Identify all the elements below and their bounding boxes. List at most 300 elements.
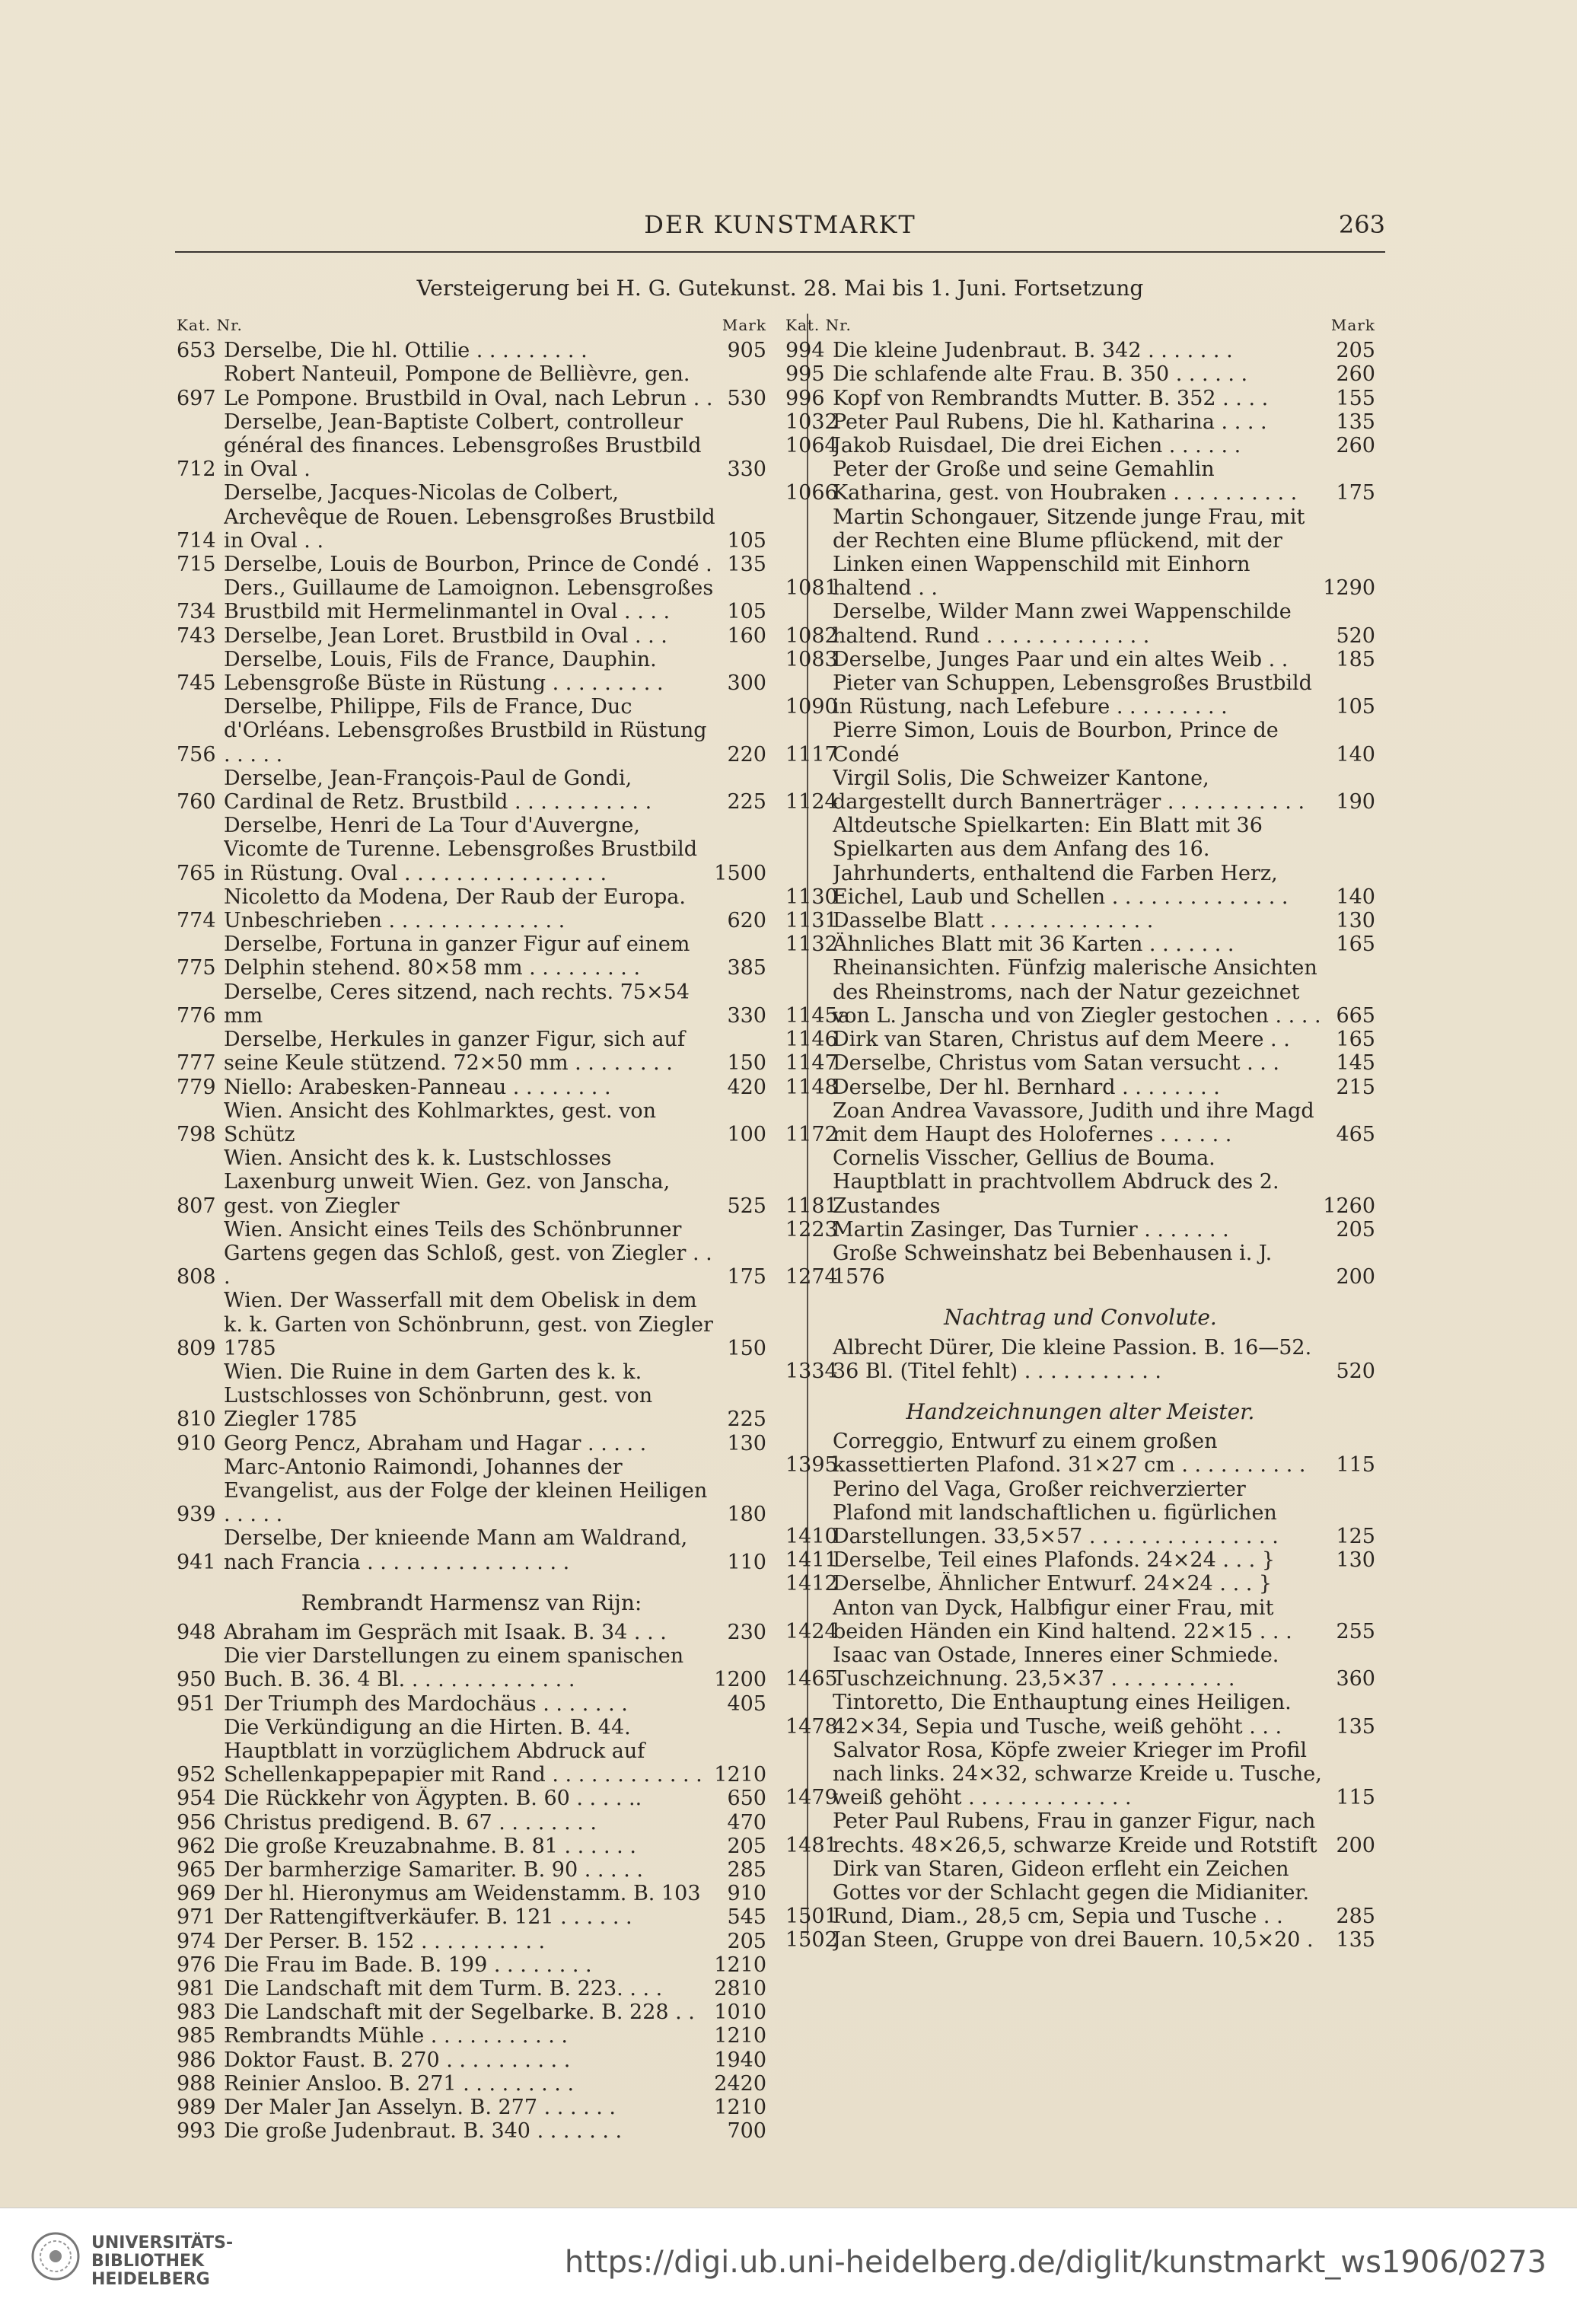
catalog-entry (785, 1076, 1375, 1099)
entry-description: Ders., Guillaume de Lamoignon. Lebensgroßes Brustbild mit Hermelinmantel in Oval . . . . (224, 576, 714, 624)
entry-price: 650 (727, 1787, 766, 1811)
entry-price: 530 (727, 386, 766, 410)
entry-description: Derselbe, Ceres sitzend, nach rechts. 75×54 mm (224, 980, 690, 1028)
entry-description: Die große Judenbraut. B. 340 . . . . . . . (224, 2119, 623, 2144)
entry-price: 145 (1336, 1051, 1375, 1076)
entry-number: 1410 (785, 1524, 838, 1548)
entry-price: 1940 (714, 2048, 766, 2072)
entry-description: Perino del Vaga, Großer reichverzierter Plafond mit landschaftlichen u. figürlichen Darstellungen. 33,5×57 . . . . . . . . . . . . . . . (833, 1477, 1279, 1548)
entry-price: 910 (727, 1882, 766, 1906)
entry-description: Peter Paul Rubens, Die hl. Katharina . . . . (833, 410, 1267, 434)
catalog-entry (177, 1076, 766, 1099)
entry-description: Tintoretto, Die Enthauptung eines Heiligen. 42×34, Sepia und Tusche, weiß gehöht . . . (833, 1691, 1292, 1739)
catalog-entry (177, 362, 766, 410)
entry-price: 225 (727, 790, 766, 815)
catalog-entry (177, 1977, 766, 2000)
catalog-entry (785, 1430, 1375, 1477)
entry-number: 1502 (785, 1928, 838, 1953)
catalog-entry (785, 457, 1375, 505)
entry-price: 330 (727, 1003, 766, 1028)
entry-price: 135 (1336, 1714, 1375, 1739)
catalog-entry (177, 2096, 766, 2119)
catalog-entry (177, 576, 766, 623)
entry-description: Derselbe, Philippe, Fils de France, Duc d'Orléans. Lebensgroßes Brustbild in Rüstung . . . . . (224, 695, 707, 767)
catalog-entry (177, 1905, 766, 1929)
entry-number: 1223 (785, 1217, 838, 1242)
entry-number: 1147 (785, 1051, 838, 1076)
entry-number: 981 (177, 1977, 216, 2001)
entry-description: Wien. Der Wasserfall mit dem Obelisk in dem k. k. Garten von Schönbrunn, gest. von Ziegler 1785 (224, 1289, 713, 1360)
catalog-entry (177, 980, 766, 1028)
catalog-entry (177, 1930, 766, 1953)
entry-price: 140 (1336, 742, 1375, 767)
entry-number: 765 (177, 861, 216, 885)
rembrandt-heading: Rembrandt Harmensz van Rijn: (301, 1589, 642, 1615)
catalog-entry (785, 1643, 1375, 1691)
entry-number: 1131 (785, 909, 838, 933)
entry-price: 1500 (714, 861, 766, 885)
catalog-entry (785, 1739, 1375, 1810)
entry-description: Nicoletto da Modena, Der Raub der Europa. Unbeschrieben . . . . . . . . . . . . . . (224, 885, 686, 933)
entry-description: Der Triumph des Mardochäus . . . . . . . (224, 1691, 628, 1716)
entry-price: 115 (1336, 1786, 1375, 1810)
catalog-entry (177, 2119, 766, 2143)
entry-description: Wien. Ansicht eines Teils des Schönbrunner Gartens gegen das Schloß, gest. von Ziegler . . . (224, 1217, 712, 1290)
entry-description: Die Landschaft mit dem Turm. B. 223. . . . (224, 1977, 663, 2001)
entry-number: 807 (177, 1194, 216, 1218)
catalog-entry (785, 410, 1375, 434)
header-rule (175, 251, 1385, 253)
entry-number: 809 (177, 1336, 216, 1360)
entry-price: 520 (1336, 1359, 1375, 1383)
entry-number: 1501 (785, 1905, 838, 1929)
entry-number: 994 (785, 339, 825, 363)
entry-number: 988 (177, 2071, 216, 2096)
entry-price: 175 (727, 1265, 766, 1290)
entry-description: Martin Schongauer, Sitzende junge Frau, mit der Rechten eine Blume pflückend, mit der Linken einen Wappenschild mit Einhorn haltend . . (833, 505, 1305, 601)
entry-description: Doktor Faust. B. 270 . . . . . . . . . . (224, 2048, 571, 2072)
catalog-entry (785, 339, 1375, 362)
catalog-entry (785, 1572, 1375, 1596)
entry-description: Der Maler Jan Asselyn. B. 277 . . . . . . (224, 2096, 616, 2120)
catalog-entry (785, 434, 1375, 457)
catalog-entry (785, 767, 1375, 814)
entry-price: 130 (1336, 1548, 1375, 1573)
entry-description: Peter der Große und seine Gemahlin Katharina, gest. von Houbraken . . . . . . . . . . (833, 457, 1298, 505)
catalog-entry (177, 339, 766, 362)
entry-number: 951 (177, 1691, 216, 1716)
entry-description: Correggio, Entwurf zu einem großen kassettierten Plafond. 31×27 cm . . . . . . . . . . (833, 1430, 1306, 1478)
page-header (175, 204, 1385, 250)
entry-price: 165 (1336, 932, 1375, 957)
entry-number: 1481 (785, 1833, 838, 1857)
catalog-entry (785, 1857, 1375, 1929)
entry-description: Die Landschaft mit der Segelbarke. B. 228 . . (224, 2000, 695, 2025)
entry-number: 653 (177, 339, 216, 363)
entry-number: 1395 (785, 1453, 838, 1478)
entry-number: 715 (177, 553, 216, 577)
entry-description: Robert Nanteuil, Pompone de Bellièvre, gen. Le Pompone. Brustbild in Oval, nach Lebrun . . (224, 362, 713, 410)
entry-description: Isaac van Ostade, Inneres einer Schmiede. Tuschzeichnung. 23,5×37 . . . . . . . . . . (833, 1643, 1279, 1691)
entry-price: 205 (727, 1834, 766, 1858)
entry-description: Martin Zasinger, Das Turnier . . . . . . . (833, 1217, 1229, 1242)
entry-number: 910 (177, 1431, 216, 1455)
entry-price: 1210 (714, 2096, 766, 2120)
col-nr-label: Kat. Nr. (785, 316, 852, 334)
catalog-entry (177, 624, 766, 648)
entry-price: 1290 (1323, 576, 1375, 601)
entry-number: 1181 (785, 1194, 838, 1218)
entry-number: 1083 (785, 647, 838, 671)
entry-price: 230 (727, 1620, 766, 1644)
entry-description: Dirk van Staren, Christus auf dem Meere . . (833, 1028, 1290, 1052)
university-seal-icon (29, 2230, 82, 2283)
entry-price: 470 (727, 1810, 766, 1835)
entry-price: 100 (727, 1122, 766, 1146)
entry-number: 734 (177, 600, 216, 624)
entry-number: 697 (177, 386, 216, 410)
entry-number: 1066 (785, 481, 838, 505)
entry-number: 798 (177, 1122, 216, 1146)
entry-price: 360 (1336, 1667, 1375, 1691)
entry-description: Die Rückkehr von Ägypten. B. 60 . . . . .. (224, 1787, 642, 1811)
catalog-entry (177, 1858, 766, 1882)
running-title: DER KUNSTMARKT (644, 210, 916, 239)
left-entries (177, 339, 766, 1574)
entry-number: 779 (177, 1075, 216, 1099)
catalog-entry (177, 553, 766, 576)
entry-price: 135 (1336, 410, 1375, 434)
entry-description: Pierre Simon, Louis de Bourbon, Prince de Condé (833, 719, 1279, 767)
entry-description: Derselbe, Jean-Baptiste Colbert, controlleur général des finances. Lebensgroßes Brustbild in Oval . (224, 410, 702, 482)
entry-number: 976 (177, 1953, 216, 1977)
catalog-entry (177, 695, 766, 767)
entry-number: 1412 (785, 1572, 838, 1596)
entry-description: Große Schweinshatz bei Bebenhausen i. J. 1576 (833, 1241, 1273, 1290)
entry-description: Altdeutsche Spielkarten: Ein Blatt mit 36 Spielkarten aus dem Anfang des 16. Jahrhunderts, enthaltend die Farben Herz, Eichel, Laub und Schellen . . . . . . . . . . . . . . (833, 814, 1289, 909)
entry-price: 2810 (714, 1977, 766, 2001)
entry-number: 1064 (785, 434, 838, 458)
entry-price: 175 (1336, 481, 1375, 505)
entry-price: 1210 (714, 2024, 766, 2048)
entry-description: Rheinansichten. Fünfzig malerische Ansichten des Rheinstroms, nach der Natur gezeichnet von L. Janscha und von Ziegler gestochen . . . . (833, 956, 1321, 1028)
entry-price: 150 (727, 1051, 766, 1076)
entry-description: Jakob Ruisdael, Die drei Eichen . . . . . . (833, 434, 1241, 458)
catalog-entry (177, 885, 766, 932)
entry-price: 155 (1336, 386, 1375, 410)
entry-price: 2420 (714, 2071, 766, 2096)
entry-number: 965 (177, 1858, 216, 1882)
entry-description: Derselbe, Jean Loret. Brustbild in Oval . . . (224, 623, 667, 648)
entry-description: Salvator Rosa, Köpfe zweier Krieger im Profil nach links. 24×32, schwarze Kreide u. Tusche, weiß gehöht . . . . . . . . . . . . . (833, 1738, 1322, 1810)
entry-price: 545 (727, 1905, 766, 1930)
entry-number: 1411 (785, 1548, 838, 1573)
handzeichnungen-entries (785, 1430, 1375, 1952)
entry-description: Dirk van Staren, Gideon erfleht ein Zeichen Gottes vor der Schlacht gegen die Midianiter. Rund, Diam., 28,5 cm, Sepia und Tusche . . (833, 1857, 1310, 1929)
catalog-entry (785, 1478, 1375, 1549)
entry-description: Marc-Antonio Raimondi, Johannes der Evangelist, aus der Folge der kleinen Heiligen . . . . . (224, 1455, 708, 1527)
entry-description: Wien. Die Ruine in dem Garten des k. k. Lustschlosses von Schönbrunn, gest. von Ziegler 1785 (224, 1360, 653, 1432)
entry-number: 810 (177, 1407, 216, 1432)
catalog-entry (177, 1360, 766, 1432)
entry-number: 1117 (785, 742, 838, 767)
entry-description: Derselbe, Junges Paar und ein altes Weib . . (833, 647, 1289, 671)
entry-description: Jan Steen, Gruppe von drei Bauern. 10,5×20 . (833, 1928, 1314, 1953)
entry-price: 105 (727, 528, 766, 553)
entry-price: 330 (727, 457, 766, 482)
entry-price: 205 (1336, 339, 1375, 363)
rembrandt-entries (177, 1621, 766, 2143)
catalog-entry (785, 1099, 1375, 1146)
entry-number: 760 (177, 790, 216, 815)
entry-price: 115 (1336, 1453, 1375, 1478)
entry-description: Derselbe, Teil eines Plafonds. 24×24 . . . } (833, 1548, 1276, 1573)
entry-number: 1172 (785, 1122, 838, 1146)
entry-description: Albrecht Dürer, Die kleine Passion. B. 16—52. 36 Bl. (Titel fehlt) . . . . . . . . . . . (833, 1335, 1312, 1383)
entry-price: 185 (1336, 647, 1375, 671)
catalog-entry (785, 1051, 1375, 1075)
entry-number: 1146 (785, 1028, 838, 1052)
entry-price: 205 (727, 1929, 766, 1953)
auction-heading: Versteigerung bei H. G. Gutekunst. 28. Mai bis 1. Juni. Fortsetzung (416, 276, 1144, 301)
entry-description: Der Perser. B. 152 . . . . . . . . . . (224, 1929, 546, 1953)
catalog-entry (785, 1336, 1375, 1383)
entry-number: 774 (177, 909, 216, 933)
entry-price: 150 (727, 1336, 766, 1360)
page-number: 263 (1338, 210, 1385, 239)
entry-number: 1032 (785, 410, 838, 434)
entry-description: Derselbe, Christus vom Satan versucht . . . (833, 1051, 1279, 1076)
entry-price: 190 (1336, 790, 1375, 815)
entry-price: 1200 (714, 1668, 766, 1692)
catalog-entry (177, 1146, 766, 1218)
entry-number: 941 (177, 1550, 216, 1574)
entry-price: 130 (727, 1431, 766, 1455)
entry-price: 200 (1336, 1833, 1375, 1857)
entry-number: 745 (177, 671, 216, 696)
right-column (785, 314, 1375, 1953)
entry-number: 952 (177, 1763, 216, 1787)
entry-number: 1479 (785, 1786, 838, 1810)
entry-number: 950 (177, 1668, 216, 1692)
entry-description: Die kleine Judenbraut. B. 342 . . . . . . . (833, 339, 1233, 363)
entry-price: 285 (1336, 1905, 1375, 1929)
catalog-entry (785, 671, 1375, 719)
catalog-entry (177, 814, 766, 885)
entry-description: Cornelis Visscher, Gellius de Bouma. Hauptblatt in prachtvollem Abdruck des 2. Zustandes (833, 1146, 1279, 1218)
entry-price: 180 (727, 1503, 766, 1527)
nachtrag-entries (785, 1336, 1375, 1383)
entry-number: 712 (177, 457, 216, 482)
entry-price: 105 (727, 600, 766, 624)
catalog-entry (785, 814, 1375, 909)
catalog-entry (785, 1028, 1375, 1051)
catalog-entry (177, 2072, 766, 2096)
entry-description: Derselbe, Jean-François-Paul de Gondi, Cardinal de Retz. Brustbild . . . . . . . . . . . (224, 766, 652, 815)
entry-description: Derselbe, Louis de Bourbon, Prince de Condé . (224, 553, 712, 577)
entry-description: Der barmherzige Samariter. B. 90 . . . . . (224, 1858, 643, 1882)
entry-description: Abraham im Gespräch mit Isaak. B. 34 . . . (224, 1620, 667, 1644)
library-footer (0, 2208, 1577, 2324)
catalog-entry (785, 1548, 1375, 1572)
entry-number: 775 (177, 956, 216, 980)
catalog-entry (785, 1146, 1375, 1218)
entry-price: 110 (727, 1550, 766, 1574)
entry-number: 1130 (785, 885, 838, 909)
entry-description: Die große Kreuzabnahme. B. 81 . . . . . . (224, 1834, 636, 1858)
entry-number: 985 (177, 2024, 216, 2048)
entry-description: Derselbe, Der knieende Mann am Waldrand, nach Francia . . . . . . . . . . . . . . . . (224, 1526, 688, 1574)
entry-price: 465 (1336, 1122, 1375, 1146)
catalog-entry (177, 1099, 766, 1146)
entry-description: Derselbe, Louis, Fils de France, Dauphin. Lebensgroße Büste in Rüstung . . . . . . . . . (224, 647, 664, 696)
entry-number: 756 (177, 742, 216, 767)
catalog-entry (177, 1621, 766, 1644)
catalog-entry (177, 1882, 766, 1905)
left-column (177, 314, 766, 2143)
catalog-entry (785, 600, 1375, 647)
entry-number: 776 (177, 1003, 216, 1028)
entry-description: Derselbe, Wilder Mann zwei Wappenschilde haltend. Rund . . . . . . . . . . . . . (833, 600, 1292, 648)
right-entries (785, 339, 1375, 1289)
entry-price: 285 (727, 1858, 766, 1882)
entry-number: 989 (177, 2096, 216, 2120)
entry-description: Kopf von Rembrandts Mutter. B. 352 . . . . (833, 386, 1269, 410)
entry-number: 993 (177, 2119, 216, 2144)
entry-price: 135 (1336, 1928, 1375, 1953)
entry-description: Die Verkündigung an die Hirten. B. 44. Hauptblatt in vorzüglichem Abdruck auf Schellenkappepapier mit Rand . . . . . . . . . . . . (224, 1715, 702, 1787)
entry-price: 1210 (714, 1763, 766, 1787)
catalog-entry (177, 1716, 766, 1787)
catalog-entry (177, 648, 766, 695)
catalog-entry (177, 1455, 766, 1527)
entry-description: Derselbe, Ähnlicher Entwurf. 24×24 . . . } (833, 1572, 1273, 1596)
entry-number: 939 (177, 1503, 216, 1527)
entry-price: 905 (727, 339, 766, 363)
entry-number: 1334 (785, 1359, 838, 1383)
entry-price: 665 (1336, 1003, 1375, 1028)
entry-number: 808 (177, 1265, 216, 1290)
entry-number: 1424 (785, 1619, 838, 1643)
catalog-entry (177, 1218, 766, 1290)
entry-description: Rembrandts Mühle . . . . . . . . . . . (224, 2024, 569, 2048)
catalog-entry (177, 1432, 766, 1455)
entry-price: 1260 (1323, 1194, 1375, 1218)
entry-number: 777 (177, 1051, 216, 1076)
catalog-entry (785, 1596, 1375, 1643)
catalog-entry (785, 1242, 1375, 1289)
catalog-entry (785, 1928, 1375, 1952)
entry-price: 215 (1336, 1075, 1375, 1099)
catalog-entry (785, 1691, 1375, 1738)
entry-number: 995 (785, 362, 825, 387)
entry-number: 971 (177, 1905, 216, 1930)
entry-number: 956 (177, 1810, 216, 1835)
entry-number: 1478 (785, 1714, 838, 1739)
catalog-entry (785, 1809, 1375, 1857)
entry-price: 125 (1336, 1524, 1375, 1548)
entry-price: 420 (727, 1075, 766, 1099)
entry-number: 962 (177, 1834, 216, 1858)
catalog-entry (177, 410, 766, 482)
entry-price: 255 (1336, 1619, 1375, 1643)
entry-price: 205 (1336, 1217, 1375, 1242)
catalog-entry (177, 1526, 766, 1573)
entry-description: Die schlafende alte Frau. B. 350 . . . . . . (833, 362, 1248, 387)
entry-description: Anton van Dyck, Halbfigur einer Frau, mit beiden Händen ein Kind haltend. 22×15 . . . (833, 1596, 1292, 1643)
entry-price: 1010 (714, 2000, 766, 2025)
source-url-link[interactable]: https://digi.ub.uni-heidelberg.de/diglit/kunstmarkt_ws1906/0273 (564, 2245, 1547, 2280)
entry-number: 1090 (785, 695, 838, 719)
catalog-entry (177, 2024, 766, 2048)
entry-number: 954 (177, 1787, 216, 1811)
entry-description: Derselbe, Henri de La Tour d'Auvergne, Vicomte de Turenne. Lebensgroßes Brustbild in Rüstung. Oval . . . . . . . . . . . . . . . . (224, 814, 698, 885)
catalog-entry (177, 481, 766, 553)
entry-price: 300 (727, 671, 766, 696)
entry-description: Der hl. Hieronymus am Weidenstamm. B. 103 (224, 1882, 701, 1906)
catalog-entry (177, 1835, 766, 1858)
entry-description: Derselbe, Herkules in ganzer Figur, sich auf seine Keule stützend. 72×50 mm . . . . . . . . (224, 1028, 685, 1076)
catalog-entry (177, 1953, 766, 1977)
entry-price: 1210 (714, 1953, 766, 1977)
catalog-entry (785, 387, 1375, 410)
catalog-entry (177, 932, 766, 980)
entry-description: Derselbe, Der hl. Bernhard . . . . . . . . (833, 1075, 1220, 1099)
entry-price: 620 (727, 909, 766, 933)
entry-number: 1145a (785, 1003, 850, 1028)
entry-description: Peter Paul Rubens, Frau in ganzer Figur, nach rechts. 48×26,5, schwarze Kreide und Rotstift (833, 1809, 1317, 1857)
nachtrag-heading: Nachtrag und Convolute. (944, 1305, 1217, 1331)
entry-description: Niello: Arabesken-Panneau . . . . . . . . (224, 1075, 611, 1099)
entry-description: Pieter van Schuppen, Lebensgroßes Brustbild in Rüstung, nach Lefebure . . . . . . . . . (833, 671, 1312, 719)
entry-price: 385 (727, 956, 766, 980)
catalog-entry (177, 1644, 766, 1691)
right-column-head (785, 314, 1375, 337)
col-mark-label: Mark (722, 316, 766, 334)
catalog-entry (177, 767, 766, 814)
entry-description: Zoan Andrea Vavassore, Judith und ihre Magd mit dem Haupt des Holofernes . . . . . . (833, 1098, 1314, 1146)
entry-description: Dasselbe Blatt . . . . . . . . . . . . . (833, 909, 1154, 933)
catalog-entry (177, 1811, 766, 1835)
left-column-head (177, 314, 766, 337)
entry-description: Virgil Solis, Die Schweizer Kantone, dargestellt durch Bannerträger . . . . . . . . . . . (833, 766, 1305, 815)
entry-description: Derselbe, Fortuna in ganzer Figur auf einem Delphin stehend. 80×58 mm . . . . . . . . . (224, 932, 690, 980)
catalog-entry (177, 2048, 766, 2072)
entry-price: 135 (727, 553, 766, 577)
entry-description: Die Frau im Bade. B. 199 . . . . . . . . (224, 1953, 592, 1977)
entry-description: Reinier Ansloo. B. 271 . . . . . . . . . (224, 2071, 575, 2096)
entry-price: 260 (1336, 434, 1375, 458)
entry-number: 1148 (785, 1075, 838, 1099)
entry-description: Wien. Ansicht des k. k. Lustschlosses Laxenburg unweit Wien. Gez. von Janscha, gest. von Ziegler (224, 1146, 671, 1218)
catalog-entry (785, 909, 1375, 932)
entry-price: 140 (1336, 885, 1375, 909)
entry-price: 105 (1336, 695, 1375, 719)
entry-description: Die vier Darstellungen zu einem spanischen Buch. B. 36. 4 Bl. . . . . . . . . . . . . . (224, 1644, 684, 1692)
entry-number: 714 (177, 528, 216, 553)
catalog-entry (785, 932, 1375, 956)
catalog-entry (785, 648, 1375, 671)
catalog-entry (785, 362, 1375, 386)
entry-price: 520 (1336, 623, 1375, 648)
entry-description: Georg Pencz, Abraham und Hagar . . . . . (224, 1431, 647, 1455)
entry-price: 220 (727, 742, 766, 767)
catalog-entry (785, 719, 1375, 766)
entry-price: 160 (727, 623, 766, 648)
entry-number: 1132 (785, 932, 838, 957)
entry-number: 996 (785, 386, 825, 410)
library-name: UNIVERSITÄTS- BIBLIOTHEK HEIDELBERG (91, 2233, 234, 2289)
